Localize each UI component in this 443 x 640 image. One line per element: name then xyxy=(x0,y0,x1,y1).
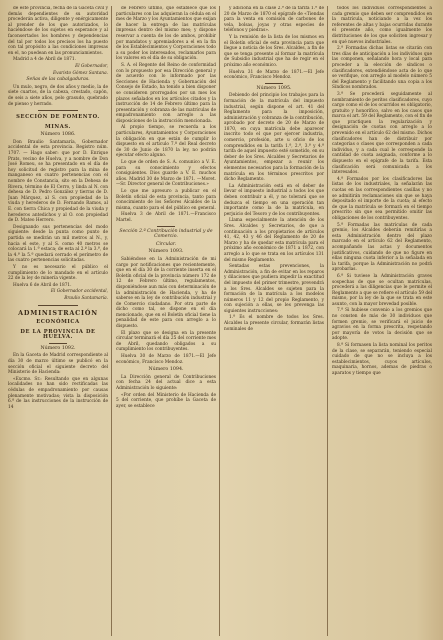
paragraph: de Febrero último, que establece que los particulares con las adquieran la cédula en el mes de Marzo y los Ayuntamientos que exijan de hacer la entrega de las matrículas impresas dentro del mismo mes; y dispone reservar a cuenta de los de ambos, prohibir por mandatos y apremiadores a el en la fin de los Establecimientos y Corporaciones todo a su poder los interesados, reclamarlos para los valores en el día de su obligación. xyxy=(116,6,216,62)
paragraph: S. A. el Regente del Reino de conformidad con lo propuesto por esa Dirección general y de acuerdo con lo informado por las Secciones de Hacienda y Gobernación del Consejo de Estado, ha tenido a bien disponer se consideren prorrogados por un mes los plazos señalados en los artículos citados y la instrucción de 14 de Febrero último para la presentación y cobranza de las matrículas de empadronamiento con arreglo a las disposiciones de la instrucción mencionada. xyxy=(116,62,216,124)
paragraph: Y la remisión de la lista de los mismos en el Boletín oficial de esta provincia para que llegue a noticia de los Sres. Alcaldes, a fin de que se tenga presente al formar la matrícula de Subsidio industrial que ha de regir en el próximo año económico. xyxy=(224,34,324,68)
paragraph: 5.ª Formadas las matrículas de cada gremio, los Alcaldes deberán remitirlas a esta Administración dentro del plazo marcado en el artículo 62 del Reglamento, acompañando las actas y documentos justificativos, cuidando de que no figure en ellas ninguna cuota inferior a la señalada en la tarifa, porque la Administración no podrá aprobarlas. xyxy=(332,222,432,273)
notice-number: Número 1095. xyxy=(256,85,292,91)
notice-number: Número 1086. xyxy=(40,132,76,138)
section-heading: SECCIÓN DE FOMENTO. xyxy=(16,114,100,121)
divider xyxy=(38,110,78,111)
paragraph: Sabiéndose en la Administración de mi cargo por notificaciones que recientemente, que en el día 30 de la corriente inserta en el Boletín oficial de la provincia número 172 de 12 de Febrero último, regulamentos, disponiéndose aun más con determinación de la administración de Hacienda, y ha de saberse en la ley de contribución industrial y de Comercio ciudadano. Por otra parte de dicho como tal, se dispone en el día mencionado, que en el Boletín oficial tiene la penalidad de este para con arreglo a lo dispuesto. xyxy=(116,256,216,330)
paragraph: Un mulo, negro, de dos años y medio, la de siete cuartos, de la cabeza, crestado, capón, de seis a siete años, pelo grasudo, quebrado de pienso y herrado. xyxy=(8,84,108,107)
paragraph: 2.ª Formadas dichas listas se citarán con tres días de anticipación a los individuos que las componen, señalando hora y local para proceder a la elección de síndicos o clasificadores, extendiéndose acta de lo que se verifique, con arreglo al modelo número 5 del Reglamento y facilitando una copia a los Síndicos nombrados. xyxy=(332,46,432,91)
paragraph: Designando sus pertenencias del modo siguiente: desde la punta como punto de partida se medirán un mil metros al N., y, hacia el este, y al S. como 40 metros se colocará la 1.ª estaca; de esta al 2.º la 3.ª, de la 4.ª la 5.ª quedará cerrado el perímetro de las cuatro pertenencias solicitadas. xyxy=(8,224,108,264)
paragraph: «Por orden del Ministerio de Hacienda de 5 del corriente, que prohíbe la Gaceta de ayer, se establece xyxy=(116,392,216,409)
section-subtitle: Circular. xyxy=(155,241,177,247)
paragraph: de este provincia, fecha de la Gaceta civil y demás dependientes de su autoridad procederán activa, diligente y enérgicamente al prender de los que autorizados, lo haciéndose de los sujetos en esperance y al faconsertados los hombres y dependencias del tal por todos los precisos los ha puesto con tal propósito a las condiciones impresas en el, no puedean en las pronunciamientos. xyxy=(8,6,108,56)
paragraph: y adiciona en la clase 2.ª de la tarifa 1.ª de 20 de Marzo de 1870 el epígrafe de «Tiendas para la venta en comisión de carbones de vela, bolsas, joyas y otras especies de teléfonos y piedras». xyxy=(224,6,324,34)
paragraph: 7.ª Si hubiese convenio a los gremios que no consten de más de 30 individuos que formen gremio, se verificará el juicio de agravios en la forma prescrita, respetando por mayoría de votos la decisión que se adopte. xyxy=(332,308,432,342)
section-heading: ECONÓMICA xyxy=(36,319,80,326)
section-subtitle: Señas de las cabalgaduras. xyxy=(26,77,90,83)
paragraph: todos los individuos correspondientes a cada gremio que deben ser comprendidos en la matrícula, noticiando a la vez los referentes de altas y bajas ocurridas durante el presente año, como igualmente los distrituciones de los que soliciten ingresar y en qué nuevos industriales. xyxy=(332,6,432,45)
divider xyxy=(38,305,78,306)
paragraph: Lo que me apresuro a publicar en el Boletín oficial de esta provincia, tanto para conocimiento de los Señores Alcaldes de la misma, cuanto para el del público en general. xyxy=(116,189,216,211)
column-3 xyxy=(224,6,328,636)
date-line: Huelva 31 de Marzo de 1871.—El Jefe económico, Francisco Mendoz. xyxy=(224,69,324,81)
signature-title: El Gobernador accidental, xyxy=(50,289,108,295)
paragraph: Y no es necesario el público el cumplimiento de lo mandado en el artículo 22 de la ley de minería vigente. xyxy=(8,264,108,282)
divider xyxy=(49,343,67,344)
date-line: Huelva 30 de Marzo de 1871.—El Jefe económico, Francisco Mendoz. xyxy=(116,354,216,365)
column-2 xyxy=(116,6,220,636)
paragraph: 8.ª Si formasen la lista nominal los peritos de la clase, se separarán, teniendo especial cuidado de que no se incluya a los establecimientos, cuyos artículos, maquinaria, hornos, ademas de piedras o aparatos y tiempo que xyxy=(332,343,432,376)
section-subtitle: Sección 2.ª Contribución industrial y de Comercio. xyxy=(119,228,213,240)
paragraph: En la Gaceta de Madrid correspondiente al día 30 de marzo último se publicó en la sección oficial el siguiente decreto del Ministerio de Hacienda: xyxy=(8,353,108,376)
notice-number: Número 1094. xyxy=(148,367,184,373)
paragraph: Don Braulio Santamaría, Gobernador accidental de esta provincia. Registro núm. 1707. — Hago saber: que por D. Enrique Prats, vecino de Huelva, y a nombre de Don José Romeu, se ha presentado en el día de hoy solicitud de registro para la mina de manganeso en cuatro pertenencias con el nombre de Constancia, sito en la Dehesa de Rivera, término de El Cerro, y linda al N. con dehesa de D. Pedro González y tierras de D. Juan Márquez, al S. con propiedad de la viuda y herederos de D. Fernando Ramos, al E. con tierra Chica y propiedad de la viuda y herederos antedichos y al O. con propiedad de D. Mateo Herrero. xyxy=(8,139,108,224)
section-heading: ADMINISTRACIÓN xyxy=(18,308,98,317)
paragraph: Sentadas estas prevenciones, la Administración, a fin de evitar en los reparos y dilaciones que pudiera impedir la exactitud del impuesto del primer trimestre, prevendrá a los Sres. Alcaldes se sujeten para la formación de la matrícula a los modelos números 11 y 12 del propio Reglamento, y con sujeción a ellas, se les prevenga las siguientes instrucciones: xyxy=(224,264,324,314)
signature-title: El Gobernador, xyxy=(75,63,108,69)
date-line: Huelva 6 de Abril de 1871. xyxy=(13,282,72,288)
paragraph: La Administración está en el deber de llevar el impuesto industrial a todos los que deben contribuir a él, y no tolerará que se deduzca el tiempo en una operación tan importante como la de la matrícula, en perjuicio del Tesoro y de los contribuyentes. xyxy=(224,183,324,217)
signature-name: Evaristo Gómez Santana. xyxy=(53,70,108,76)
notice-number: Número 1093. xyxy=(148,249,184,255)
divider xyxy=(157,226,175,227)
date-line: Madrid a 4 de Abril de 1871. xyxy=(13,57,76,63)
paragraph: 1.ª Es el nombre de todos los Sres. Alcaldes la presente circular, formarán listas nominales de xyxy=(224,315,324,332)
column-1 xyxy=(8,6,112,636)
signature-name: Braulio Santamaría. xyxy=(64,295,108,301)
paragraph: 3.ª Se procederá seguidamente al nombramiento de peritos clasificadores, cuyo cargo como el de los ocurridos es obligatorio, gratuito y honorífico, salvo en los casos que marca el art. 59 del Reglamento, con el fin de que practiquen la regularización y designación de cuotas con arreglo a lo prevenido en el artículo 62 del mismo. Dichos clasificadores han de distribuir por categorías o clases que corresponden a cada individuo, y a cada cual le corresponde la cantidad de cuota asignada, conforme a lo dispuesto en el epígrafe de la tarifa. Esta clasificación será comunicada a los interesados. xyxy=(332,91,432,176)
paragraph: La Dirección general de Contribuciones con fecha 24 del actual dice a esta Administración lo siguiente: xyxy=(116,374,216,391)
section-heading: DE LA PROVINCIA DE HUELVA. xyxy=(20,328,96,341)
divider xyxy=(265,83,283,84)
paragraph: Llama especialmente la atención de los Sres. Alcaldes y Secretarios, de que a continuación a los propietarios de artículos 41, 42, 43 y 46 del Reglamento de 20 de Marzo y ha de quedar esta matrícula para el próximo año económico de 1871 a 1872, con arreglo a lo que se trata en los artículos 131 del mismo Reglamento. xyxy=(224,218,324,263)
paragraph: Lo que de orden de S. A. comunico a V. E. para su conocimiento y efectos consiguientes. Dios guarde a V. E. muchos años. Madrid 30 de Marzo de 1871. —Moret.—Sr. Director general de Contribuciones.» xyxy=(116,160,216,188)
column-4 xyxy=(332,6,435,636)
date-line: Huelva 3 de Abril de 1871.—Francisco Martel. xyxy=(116,212,216,223)
paragraph: Debiendo del principio los trabajos para la formación de la matrícula del impuesto industrial, según dispone el art. 41 del Reglamento para la imposición, administración y cobranza de la contribución, aprobado por decreto de 20 de Marzo de 1870, en cuya matrícula debe aparecer inscrito todo el que por ejercer industria, comercio, profesión, arte u oficio de los comprendidos en la tarifa 1.ª, 2.ª, 3.ª y 4.ª tarifa de aquel impuesto esté sometido, en su deber de los Sres. Alcaldes y Secretarios de Ayuntamientos, empezar a reunir los elementos necesarios para la formación de la matrícula en los términos prescritos por dicho Reglamento. xyxy=(224,93,324,183)
paragraph: Al propio tiempo, se recuerda a los particulares, Ayuntamientos y Corporaciones la obligación en que están de cumplir lo dispuesto en el artículo 7.º del Real decreto de 30 de Junio de 1870 la ley, no podrán ejecutar efecto alguno. xyxy=(116,125,216,159)
paragraph: «Excmo. Sr.: Resultando que en algunas localidades no han sido rectificadas las cédulas de empadronamiento por causas plenamente motivadas; vista la disposición 6.ª de las instrucciones de la instrucción de 14 xyxy=(8,376,108,410)
paragraph: El plazo que se designa en la presente circular terminará el día 25 del corriente mes de Abril, quedando obligados a su cumplimiento los contribuyentes. xyxy=(116,330,216,353)
section-heading: MINAS. xyxy=(45,123,71,130)
paragraph: 4.ª Formados por los clasificadores las listas de los industriales, la señalarán las cuotas en las correspondientes casillas y no se admitirán reclamaciones sin que se haya depositado el importe de la cuota; al efecto de que la matrícula se formará en el tiempo prescrito sin que sea permitido omitir las obligaciones de los contribuyentes. xyxy=(332,176,432,221)
notice-number: Número 1092. xyxy=(40,345,76,351)
paragraph: 6.ª Si tuviese la Administración graves sospechas de que se ocultan matrículas, procederá a las diligencias que le permite el Reglamento a que se refiere el artículo 59 del mismo, por la ley de la que se trata en este asunto, con la mayor brevedad posible. xyxy=(332,273,432,307)
